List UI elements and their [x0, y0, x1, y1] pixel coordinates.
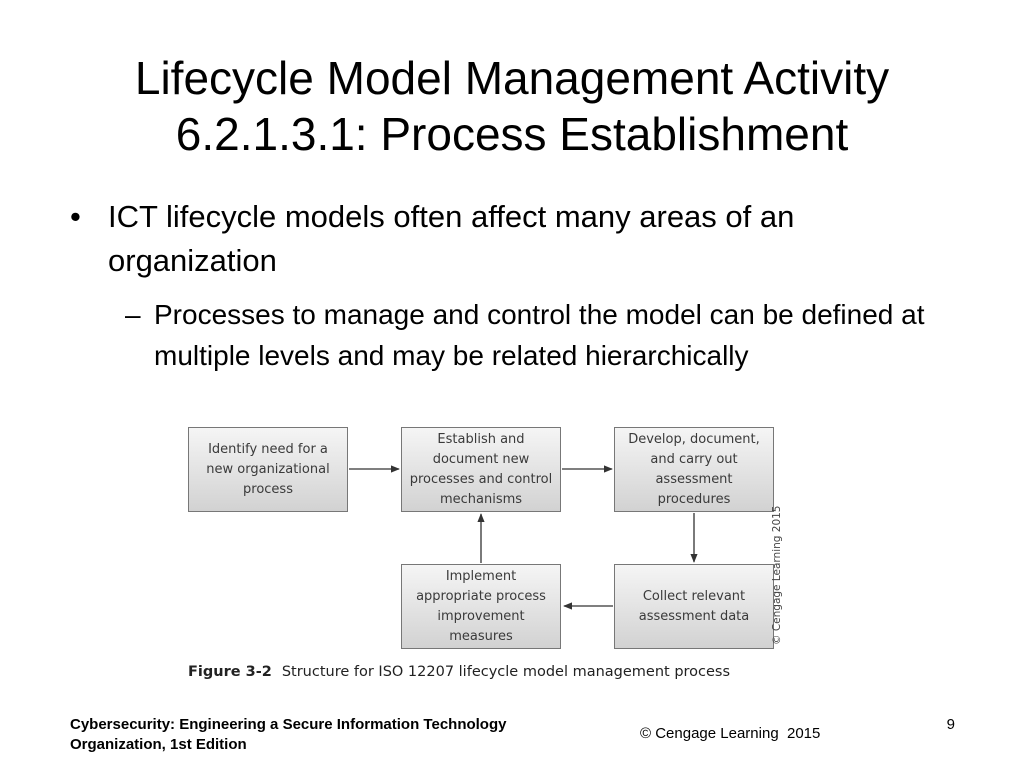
slide-title-line-2: 6.2.1.3.1: Process Establishment: [175, 108, 849, 160]
figure-copyright-vertical: © Cengage Learning 2015: [771, 505, 783, 645]
footer-book-title: [70, 715, 590, 755]
figure-caption-text: Structure for ISO 12207 lifecycle model management process: [281, 664, 731, 680]
process-box-implement-improvement: Implement appropriate process improvement measures: [401, 564, 561, 649]
bullet-marker: •: [70, 199, 81, 234]
bullet-text: ICT lifecycle models often affect many areas of an organization: [108, 199, 795, 278]
process-box-collect-data: Collect relevant assessment data: [614, 564, 774, 649]
slide-title: [40, 50, 984, 162]
slide-title-line-1: Lifecycle Model Management Activity: [134, 52, 890, 104]
process-box-establish-document: Establish and document new processes and control mechanisms: [401, 427, 561, 512]
footer-copyright: © Cengage Learning 2015: [640, 725, 821, 742]
process-box-identify-need: Identify need for a new organizational process: [188, 427, 348, 512]
footer-book-line-1: Cybersecurity: Engineering a Secure Information Technology: [70, 716, 507, 733]
page-number: 9: [946, 716, 955, 733]
figure-caption: [188, 664, 730, 680]
figure-caption-label: Figure 3-2: [188, 664, 272, 680]
process-diagram: [180, 420, 820, 690]
sub-bullet-text: Processes to manage and control the model can be defined at multiple levels and may be related hierarchically: [154, 299, 925, 371]
sub-bullet-marker: –: [125, 299, 141, 330]
footer-book-line-2: Organization, 1st Edition: [70, 736, 247, 753]
process-box-develop-assessment: Develop, document, and carry out assessment procedures: [614, 427, 774, 512]
